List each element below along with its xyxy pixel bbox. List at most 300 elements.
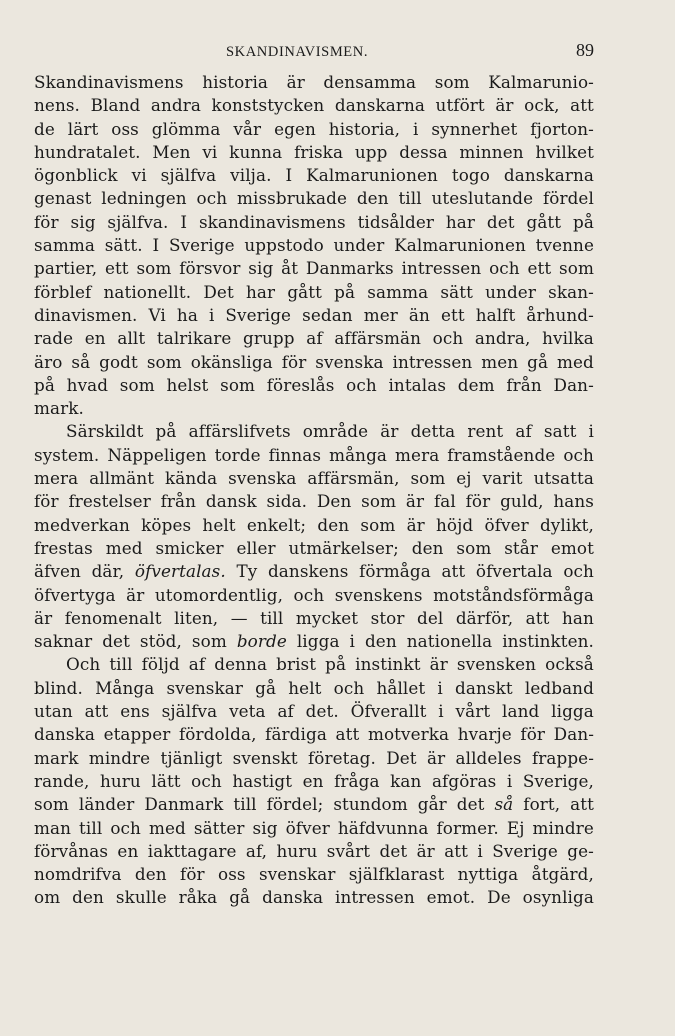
word xyxy=(441,304,465,327)
text: för xyxy=(180,864,205,885)
text: kända xyxy=(165,468,218,489)
text: för xyxy=(520,724,546,745)
word xyxy=(504,164,594,187)
text: fördel; xyxy=(266,794,324,815)
word xyxy=(534,467,594,490)
word xyxy=(34,444,99,467)
text: Dan- xyxy=(553,374,594,395)
text: fördolda, xyxy=(179,724,257,745)
word xyxy=(459,141,523,164)
text: i xyxy=(208,304,215,325)
text: i xyxy=(412,118,419,139)
word xyxy=(34,257,97,280)
word xyxy=(101,187,186,210)
word xyxy=(267,490,308,513)
word xyxy=(34,281,91,304)
text: det. xyxy=(305,701,339,722)
word xyxy=(34,723,95,746)
word xyxy=(225,304,291,327)
text: uppstodo xyxy=(244,235,324,256)
word xyxy=(177,304,198,327)
text: vilja. xyxy=(230,165,272,186)
text: Kalmarunionen xyxy=(394,235,526,256)
text: skandinavismens xyxy=(198,211,346,232)
text: och xyxy=(293,584,325,605)
text: intressen xyxy=(401,258,482,279)
text: guld, xyxy=(500,491,544,512)
word xyxy=(165,467,217,490)
word xyxy=(456,747,522,770)
word xyxy=(107,211,168,234)
word xyxy=(102,630,130,653)
word xyxy=(368,723,449,746)
text: sig xyxy=(248,258,274,279)
text: emot xyxy=(550,537,594,558)
word xyxy=(334,234,385,257)
word xyxy=(202,141,217,164)
word xyxy=(136,257,171,280)
word xyxy=(282,351,307,374)
text: nationellt. xyxy=(103,281,192,302)
word xyxy=(333,793,407,816)
text: lärt xyxy=(67,118,99,139)
word xyxy=(357,187,389,210)
word xyxy=(411,420,456,443)
word xyxy=(570,793,594,816)
text: att xyxy=(335,724,360,745)
text: på xyxy=(34,374,55,395)
word xyxy=(559,257,594,280)
word xyxy=(192,630,227,653)
word xyxy=(436,514,473,537)
text: synnerhet xyxy=(431,118,518,139)
word xyxy=(191,351,273,374)
text: Många xyxy=(95,677,155,698)
text: själfva. xyxy=(107,211,169,232)
text: med xyxy=(148,817,186,838)
word xyxy=(526,304,594,327)
text: dylikt, xyxy=(539,514,594,535)
body-text xyxy=(34,71,594,910)
text: dinavismen. xyxy=(34,304,138,325)
text: ett xyxy=(440,304,465,325)
text: afgöras xyxy=(431,770,497,791)
text: förmåga xyxy=(359,561,431,582)
text: äro xyxy=(34,351,63,372)
text: som xyxy=(361,491,397,512)
text: instinkt xyxy=(355,654,421,675)
text: går xyxy=(417,794,447,815)
word xyxy=(335,94,425,117)
word xyxy=(438,700,443,723)
text: hållet xyxy=(376,677,426,698)
page-number: 89 xyxy=(576,40,594,60)
text: köpes xyxy=(141,514,192,535)
word xyxy=(117,327,145,350)
text-line xyxy=(34,840,594,863)
text: danskens xyxy=(267,561,349,582)
text: försvor xyxy=(179,258,241,279)
text: Näppeligen xyxy=(107,444,207,465)
word xyxy=(79,793,134,816)
text: fenomenalt xyxy=(64,607,162,628)
text: där, xyxy=(91,561,125,582)
word xyxy=(218,863,246,886)
text: iakttagare xyxy=(147,840,237,861)
word xyxy=(237,630,287,653)
text: sig xyxy=(70,211,96,232)
text: andra, xyxy=(474,328,531,349)
word xyxy=(288,537,398,560)
text: och xyxy=(110,817,141,838)
word xyxy=(34,327,73,350)
text: liten, xyxy=(174,607,219,628)
word xyxy=(573,211,594,234)
word xyxy=(162,700,218,723)
word xyxy=(34,793,69,816)
italic-text: så xyxy=(494,794,514,815)
word xyxy=(294,141,343,164)
text: i xyxy=(438,701,444,722)
word xyxy=(317,490,352,513)
word xyxy=(285,164,292,187)
word xyxy=(315,351,383,374)
word xyxy=(152,234,159,257)
word xyxy=(506,374,541,397)
text: som xyxy=(136,258,172,279)
word xyxy=(570,94,594,117)
word xyxy=(504,537,538,560)
text: stor xyxy=(370,607,405,628)
text: utan xyxy=(34,701,73,722)
word xyxy=(269,444,321,467)
text: som xyxy=(456,537,492,558)
word xyxy=(34,211,59,234)
text: är xyxy=(429,654,448,675)
word xyxy=(95,677,154,700)
text: en xyxy=(84,328,106,349)
text: grupp xyxy=(243,328,295,349)
text: eller xyxy=(236,537,276,558)
word xyxy=(120,700,150,723)
text: svenskar xyxy=(166,677,243,698)
word xyxy=(335,886,415,909)
word xyxy=(523,770,594,793)
text: nyttiga xyxy=(457,864,519,885)
text: och xyxy=(196,188,228,209)
word xyxy=(34,351,62,374)
text: Särskildt xyxy=(66,421,144,442)
text: oss xyxy=(111,118,139,139)
word xyxy=(327,840,370,863)
word xyxy=(485,514,529,537)
word xyxy=(149,817,186,840)
text: öfvertyga xyxy=(34,584,116,605)
text-line xyxy=(34,444,594,467)
text: gå xyxy=(229,887,251,908)
text: att xyxy=(525,607,550,628)
text-line xyxy=(34,863,594,886)
word xyxy=(394,234,526,257)
text: af, xyxy=(245,840,268,861)
word xyxy=(243,327,295,350)
text: för xyxy=(281,351,307,372)
word xyxy=(135,863,167,886)
italic-text: öfvertalas. xyxy=(134,561,226,582)
word xyxy=(476,304,516,327)
word xyxy=(180,211,187,234)
word xyxy=(267,793,324,816)
text: — xyxy=(230,607,248,628)
text: glömma xyxy=(151,118,221,139)
word xyxy=(526,211,561,234)
text: öfver xyxy=(285,817,330,838)
word xyxy=(89,467,154,490)
text-line xyxy=(34,584,594,607)
text: samma xyxy=(34,235,95,256)
text: frappe- xyxy=(531,747,594,768)
text: Vi xyxy=(148,304,166,325)
text: I xyxy=(152,235,160,256)
word xyxy=(418,793,447,816)
word xyxy=(485,281,536,304)
text: vår xyxy=(233,118,262,139)
word xyxy=(34,607,52,630)
text: är xyxy=(286,72,305,92)
word xyxy=(148,840,237,863)
word xyxy=(303,770,324,793)
word xyxy=(156,420,177,443)
word xyxy=(467,420,503,443)
text: samma xyxy=(367,281,429,302)
text: hans xyxy=(553,491,594,512)
word xyxy=(543,187,594,210)
text: alldeles xyxy=(455,747,522,768)
text: fördel xyxy=(542,188,594,209)
text: men xyxy=(481,351,519,372)
word xyxy=(247,514,306,537)
word xyxy=(536,234,594,257)
text: mycket xyxy=(295,607,359,628)
text: svenskens xyxy=(334,584,423,605)
text: satt xyxy=(543,421,577,442)
word xyxy=(212,94,325,117)
word xyxy=(360,514,395,537)
text: och xyxy=(563,444,594,465)
word xyxy=(260,607,283,630)
text: ledningen xyxy=(101,188,187,209)
word xyxy=(554,374,594,397)
text: sedan xyxy=(302,304,353,325)
word xyxy=(551,700,594,723)
word xyxy=(126,584,144,607)
text: tjänligt xyxy=(160,747,223,768)
text: förvånas xyxy=(34,840,109,861)
text: intalas xyxy=(388,374,447,395)
word xyxy=(515,420,531,443)
word xyxy=(161,747,223,770)
word xyxy=(502,630,594,653)
word xyxy=(542,327,594,350)
word xyxy=(487,886,511,909)
text: föreslås xyxy=(266,374,335,395)
word xyxy=(417,607,443,630)
text: är xyxy=(34,607,53,628)
text: i xyxy=(588,421,594,442)
word xyxy=(135,560,226,583)
text: än xyxy=(408,304,430,325)
word xyxy=(589,420,594,443)
text: dem xyxy=(457,374,495,395)
word xyxy=(544,420,577,443)
word xyxy=(34,700,73,723)
word xyxy=(535,141,594,164)
text-line xyxy=(34,234,594,257)
text: varit xyxy=(482,468,523,489)
running-head xyxy=(0,40,675,64)
word xyxy=(398,187,421,210)
text: ej xyxy=(456,468,472,489)
text: konststycken xyxy=(211,95,325,116)
text: etapper xyxy=(103,724,171,745)
text: det xyxy=(456,794,485,815)
word xyxy=(325,653,346,676)
text: togo xyxy=(451,165,490,186)
text: I xyxy=(180,211,188,232)
word xyxy=(409,304,430,327)
text: ock, xyxy=(524,95,560,116)
text: i xyxy=(506,770,513,791)
word xyxy=(500,490,544,513)
word xyxy=(220,374,255,397)
word xyxy=(276,653,316,676)
word xyxy=(458,374,495,397)
text-line xyxy=(34,71,594,94)
text: den xyxy=(364,631,397,652)
word xyxy=(228,467,296,490)
word xyxy=(434,490,456,513)
text: gått xyxy=(526,211,562,232)
text: till xyxy=(233,794,257,815)
text: godt xyxy=(99,351,138,372)
word xyxy=(554,723,594,746)
text: gå xyxy=(527,351,549,372)
word xyxy=(71,351,90,374)
text: Kalmarunio- xyxy=(488,72,594,92)
text: råka xyxy=(178,887,218,908)
word xyxy=(259,863,335,886)
text: med xyxy=(557,351,594,372)
word xyxy=(229,886,250,909)
text-line xyxy=(34,374,594,397)
text: Öfverallt xyxy=(350,701,427,722)
text: Den xyxy=(316,491,352,512)
text: intressen xyxy=(335,887,415,908)
word xyxy=(71,211,96,234)
text: som xyxy=(146,351,182,372)
text: åtgärd, xyxy=(531,864,594,885)
text: Danmarks xyxy=(305,258,394,279)
word xyxy=(402,257,482,280)
word xyxy=(390,770,421,793)
word xyxy=(120,374,155,397)
word xyxy=(520,723,545,746)
text: Sverige xyxy=(225,304,292,325)
text: som xyxy=(434,72,470,92)
word xyxy=(427,886,476,909)
text: på xyxy=(573,211,594,232)
word xyxy=(189,653,205,676)
text: andra xyxy=(150,95,201,116)
text: den xyxy=(356,188,389,209)
text: på xyxy=(155,421,177,442)
word xyxy=(440,281,473,304)
word xyxy=(495,94,513,117)
word xyxy=(399,141,447,164)
text: det xyxy=(379,840,408,861)
text: danska xyxy=(34,724,95,745)
text-line xyxy=(34,886,594,909)
text: friska xyxy=(294,141,344,162)
text: utmärkelser; xyxy=(288,537,399,558)
text: som xyxy=(119,374,155,395)
text: De xyxy=(487,887,511,908)
word xyxy=(410,467,445,490)
text: sida. xyxy=(266,491,308,512)
word xyxy=(34,677,83,700)
word xyxy=(34,770,89,793)
text: mark. xyxy=(34,398,84,419)
word xyxy=(34,304,137,327)
word xyxy=(526,607,550,630)
text-line xyxy=(34,211,594,234)
word xyxy=(287,71,305,94)
word xyxy=(335,584,423,607)
text: motståndsförmåga xyxy=(433,584,594,605)
word xyxy=(167,677,243,700)
text: danskt xyxy=(455,677,513,698)
text: blind. xyxy=(34,677,83,698)
word xyxy=(34,374,55,397)
word xyxy=(413,118,418,141)
word xyxy=(99,351,138,374)
word xyxy=(199,211,346,234)
text: tidsålder xyxy=(357,211,434,232)
word xyxy=(563,444,594,467)
text: ge- xyxy=(567,840,594,861)
text: öfver xyxy=(484,514,529,535)
text: Kalmarunionen xyxy=(306,165,438,186)
text: dansk xyxy=(205,491,257,512)
text: för xyxy=(34,211,59,232)
text: mera xyxy=(395,444,440,465)
text: kan xyxy=(390,770,422,791)
text: är xyxy=(495,95,514,116)
text: oss xyxy=(218,864,246,885)
word xyxy=(79,817,102,840)
text: öfvertala xyxy=(475,561,553,582)
text: nomdrifva xyxy=(34,864,122,885)
text: är xyxy=(416,840,435,861)
text: Men xyxy=(152,141,191,162)
word xyxy=(174,607,218,630)
text: fjorton- xyxy=(530,118,594,139)
word xyxy=(533,817,594,840)
text: helst xyxy=(166,374,209,395)
word xyxy=(545,653,594,676)
word xyxy=(436,94,485,117)
text: missbrukade xyxy=(236,188,347,209)
